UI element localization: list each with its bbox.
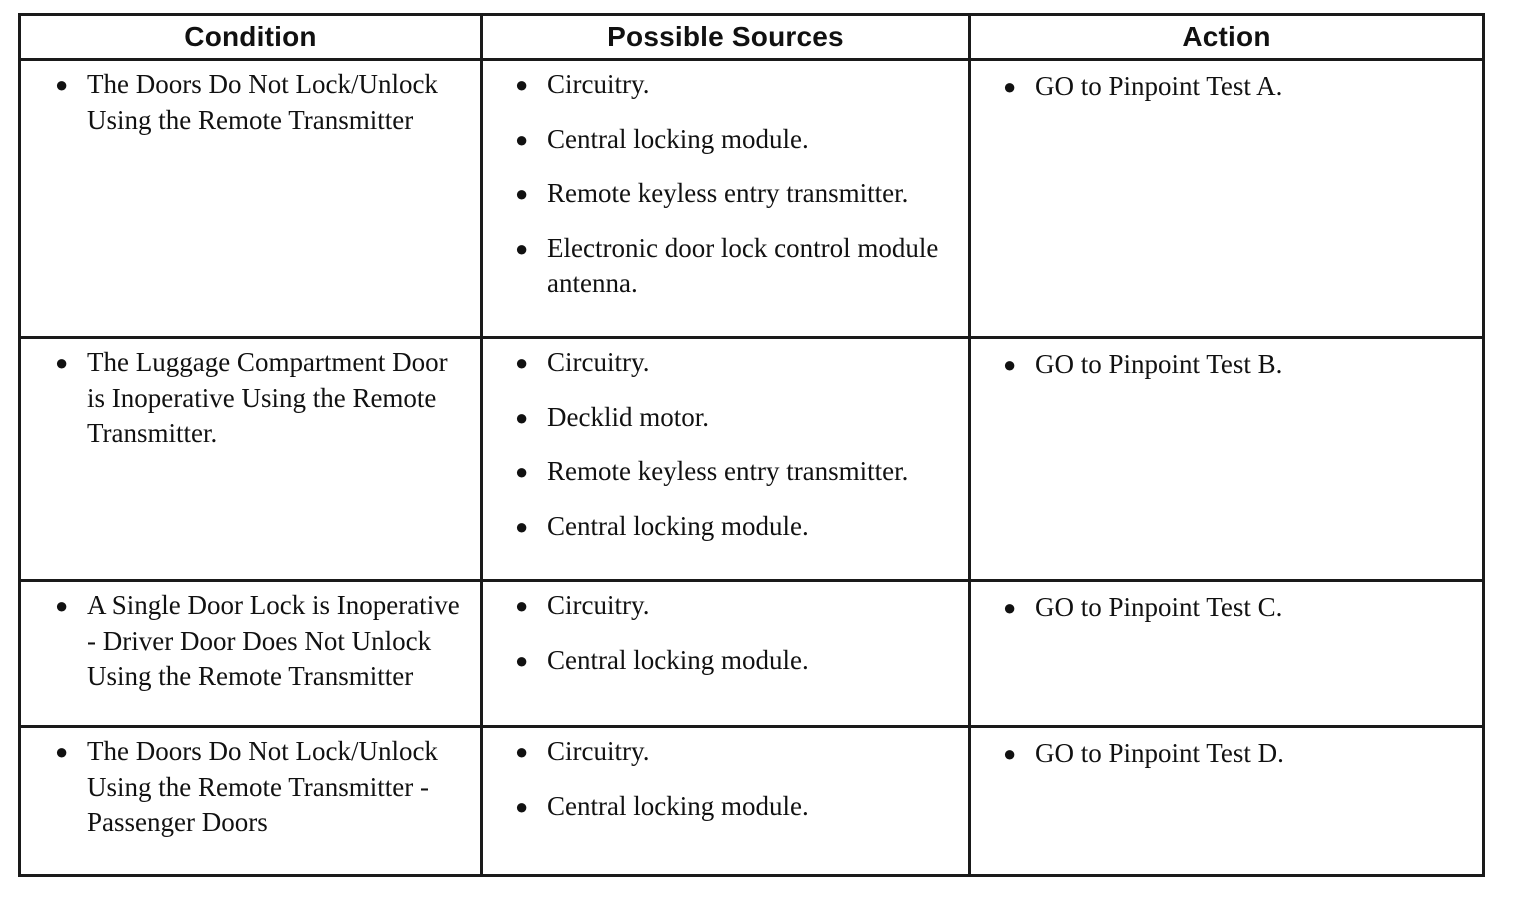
source-item: ● Circuitry. [547, 345, 958, 381]
source-item: ● Decklid motor. [547, 400, 958, 436]
source-item: ● Circuitry. [547, 67, 958, 103]
condition-item: ● The Luggage Compartment Door is Inoperative Using the Remote Transmitter. [55, 347, 448, 448]
action-cell [970, 338, 1484, 581]
bullet-icon: ● [515, 513, 529, 539]
action-cell [970, 60, 1484, 338]
source-item: ● Central locking module. [547, 789, 958, 825]
condition-cell [20, 727, 482, 876]
header-row [20, 15, 1484, 60]
action-cell [970, 581, 1484, 727]
header-condition: Condition [20, 15, 482, 60]
bullet-icon: ● [515, 404, 529, 430]
source-item: ● Remote keyless entry transmitter. [547, 454, 958, 490]
table-row [20, 581, 1484, 727]
bullet-icon: ● [515, 739, 529, 764]
condition-cell [20, 60, 482, 338]
bullet-icon: ● [55, 593, 69, 618]
action-item: ● GO to Pinpoint Test B. [1035, 347, 1472, 383]
bullet-icon: ● [515, 459, 529, 484]
condition-cell [20, 338, 482, 581]
header-possible-sources: Possible Sources [482, 15, 970, 60]
bullet-icon: ● [55, 72, 69, 97]
bullet-icon: ● [1003, 741, 1017, 766]
bullet-icon: ● [1003, 352, 1017, 377]
source-item: ● Central locking module. [547, 122, 958, 158]
condition-item: ● The Doors Do Not Lock/Unlock Using the Remote Transmitter - Passenger Doors [55, 736, 438, 837]
bullet-icon: ● [55, 739, 69, 764]
symptom-chart-table [18, 13, 1485, 877]
bullet-icon: ● [515, 72, 529, 97]
bullet-icon: ● [515, 235, 529, 261]
bullet-icon: ● [515, 181, 529, 206]
source-item: ● Circuitry. [547, 588, 958, 624]
bullet-icon: ● [515, 647, 529, 673]
source-item: ● Central locking module. [547, 643, 958, 679]
condition-item: ● The Doors Do Not Lock/Unlock Using the Remote Transmitter [55, 69, 438, 135]
action-item: ● GO to Pinpoint Test D. [1035, 736, 1472, 772]
action-cell [970, 727, 1484, 876]
bullet-icon: ● [1003, 595, 1017, 620]
bullet-icon: ● [515, 350, 529, 375]
bullet-icon: ● [515, 593, 529, 618]
action-item: ● GO to Pinpoint Test A. [1035, 69, 1472, 105]
table-row [20, 60, 1484, 338]
condition-item: ● A Single Door Lock is Inoperative - Driver Door Does Not Unlock Using the Remote Transmitter [55, 590, 460, 691]
bullet-icon: ● [55, 350, 69, 375]
sources-cell [482, 338, 970, 581]
source-item: ● Electronic door lock control module antenna. [515, 232, 939, 298]
sources-cell [482, 727, 970, 876]
source-item: ● Central locking module. [547, 509, 958, 545]
source-item: ● Remote keyless entry transmitter. [547, 176, 958, 212]
header-action: Action [970, 15, 1484, 60]
sources-cell [482, 60, 970, 338]
bullet-icon: ● [515, 793, 529, 819]
bullet-icon: ● [515, 126, 529, 152]
action-item: ● GO to Pinpoint Test C. [1035, 590, 1472, 626]
table-row [20, 727, 1484, 876]
condition-cell [20, 581, 482, 727]
sources-cell [482, 581, 970, 727]
bullet-icon: ● [1003, 74, 1017, 99]
source-item: ● Circuitry. [547, 734, 958, 770]
table-row [20, 338, 1484, 581]
